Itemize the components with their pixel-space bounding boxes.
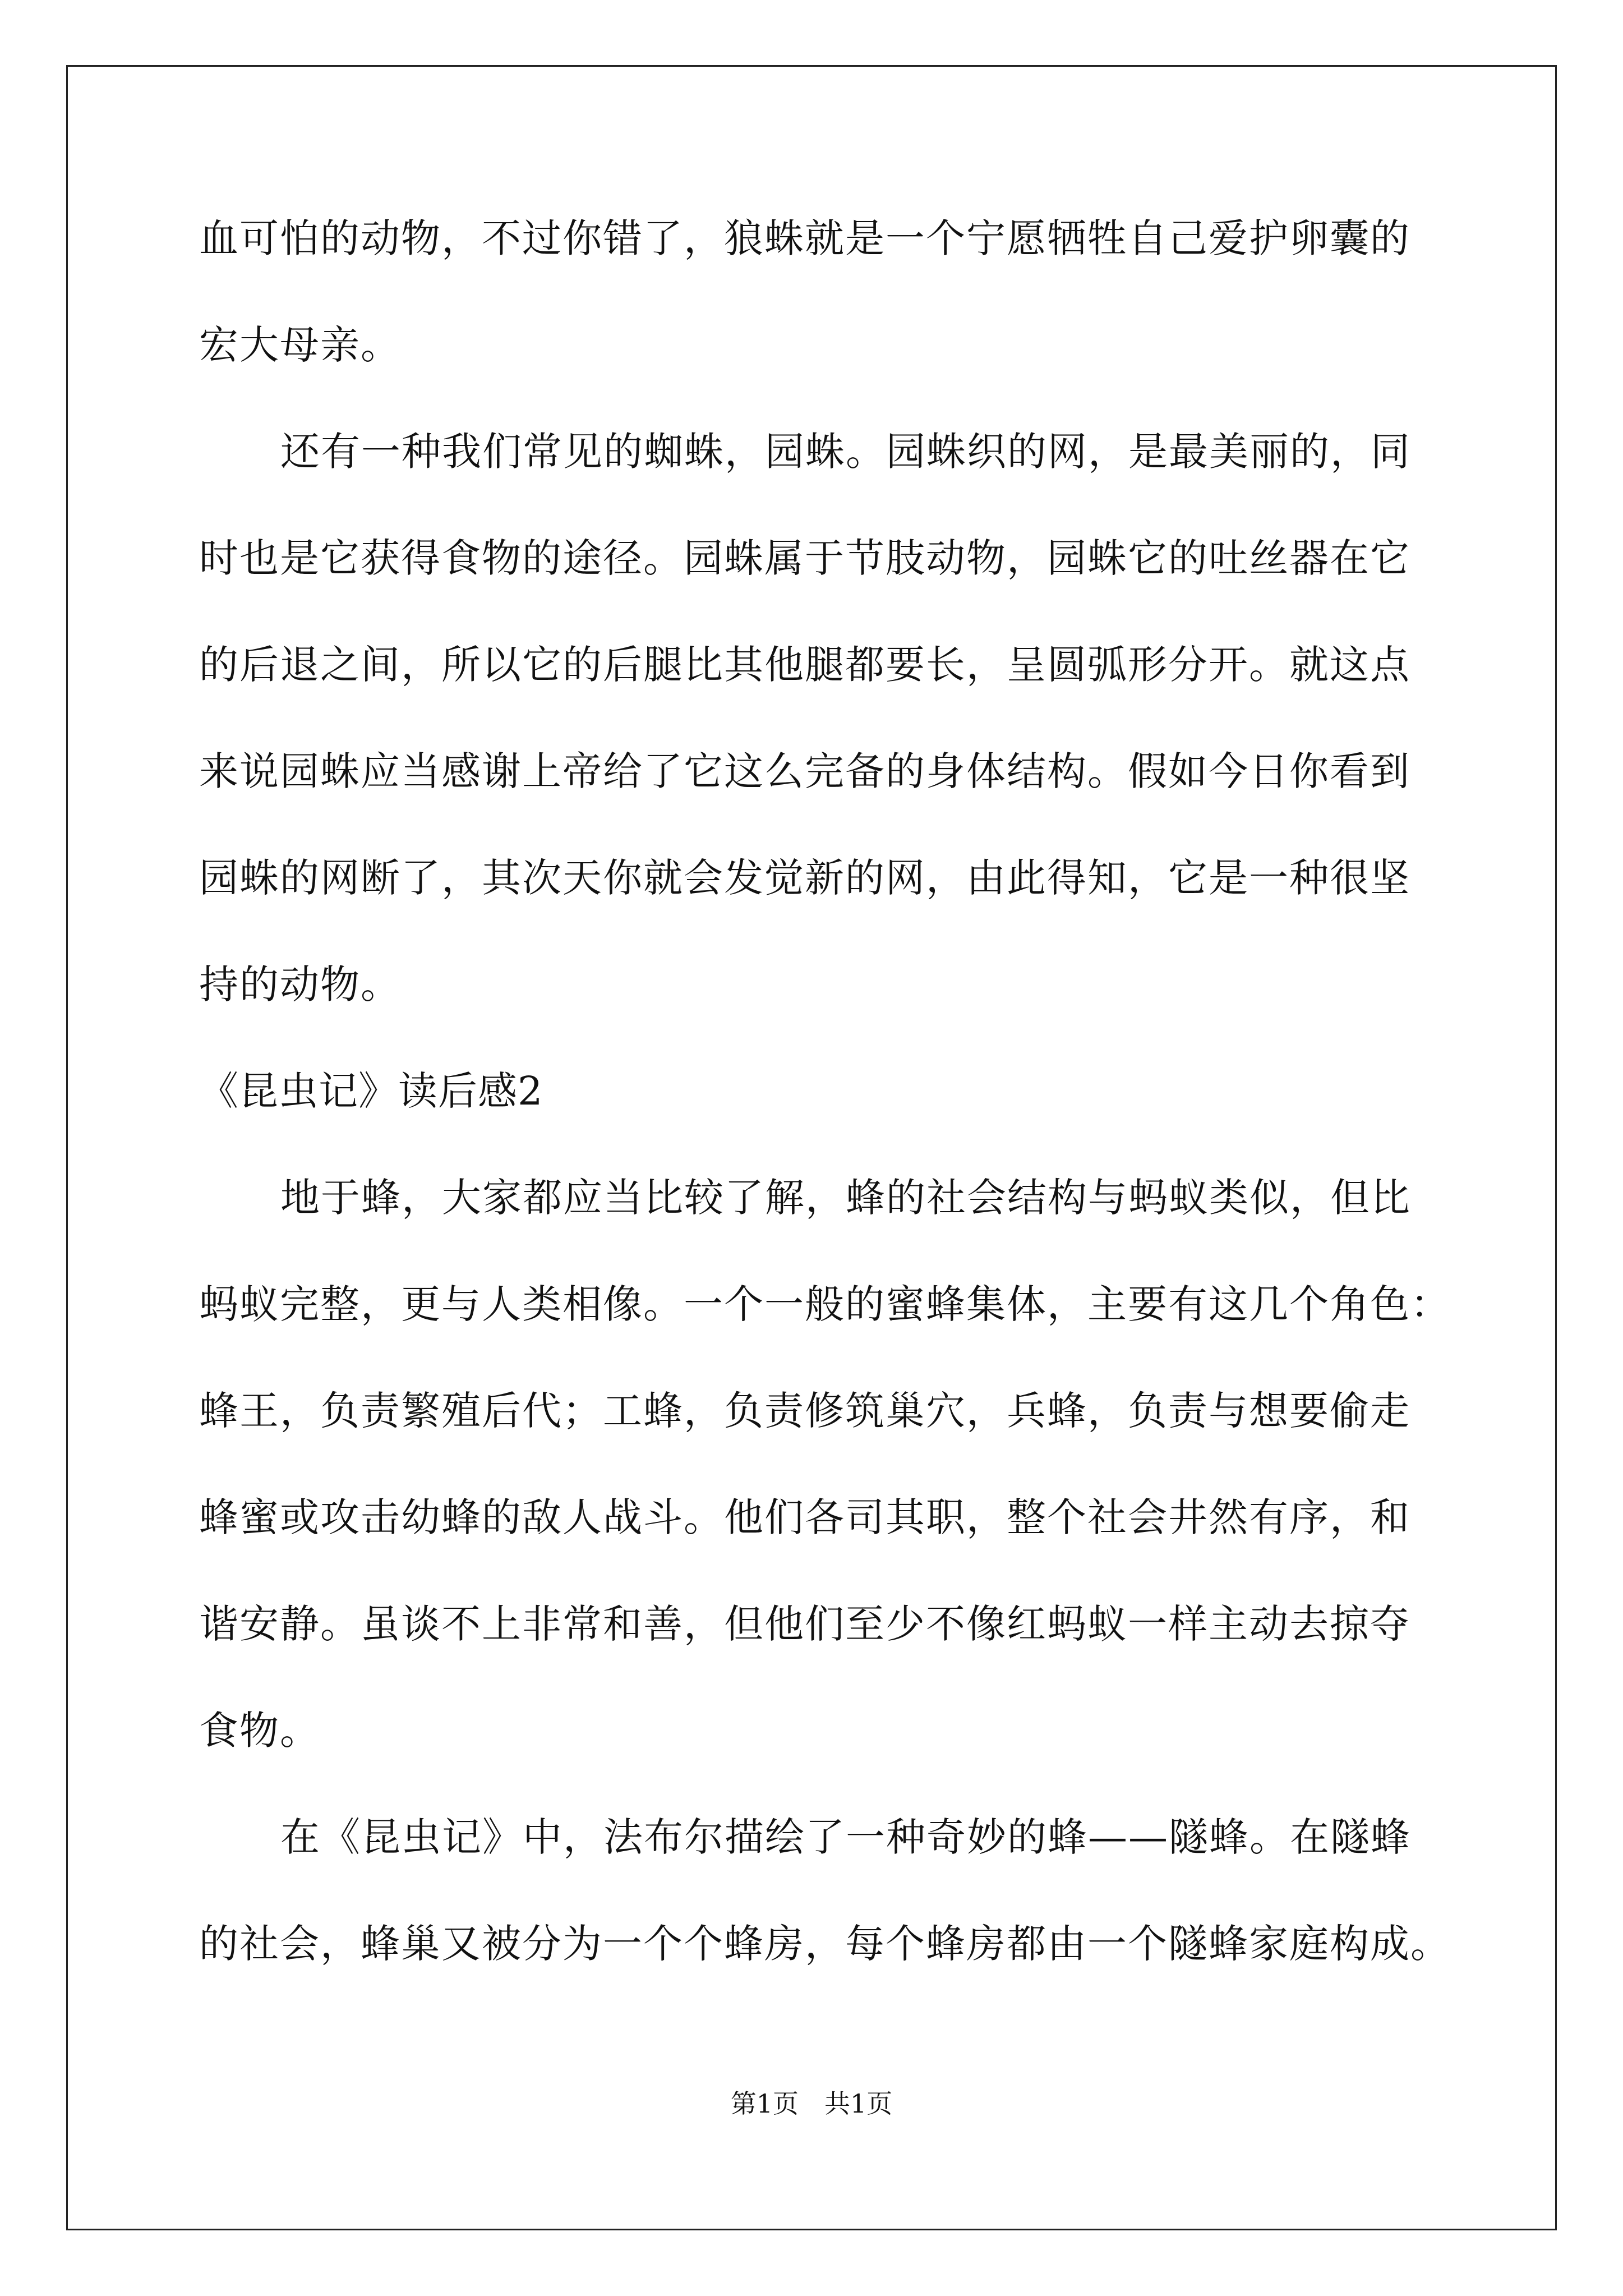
paragraph-start-line: 在《昆虫记》中，法布尔描绘了一种奇妙的蜂——隧蜂。在隧蜂 (280, 1814, 1411, 1860)
text-line: 的社会，蜂巢又被分为一个个蜂房，每个蜂房都由一个隧蜂家庭构成。 (199, 1921, 1451, 1967)
paragraph-start-line: 还有一种我们常见的蜘蛛，园蛛。园蛛织的网，是最美丽的，同 (280, 429, 1411, 475)
document-body (199, 210, 1451, 2022)
text-line: 的后退之间，所以它的后腿比其他腿都要长，呈圆弧形分开。就这点 (199, 642, 1410, 688)
text-line: 持的动物。 (199, 961, 401, 1007)
text-line: 蜂王，负责繁殖后代；工蜂，负责修筑巢穴，兵蜂，负责与想要偷走 (199, 1388, 1410, 1434)
page-total: 共1页 (824, 2088, 893, 2119)
paragraph-start-line: 地于蜂，大家都应当比较了解，蜂的社会结构与蚂蚁类似，但比 (280, 1175, 1411, 1221)
text-line: 蜂蜜或攻击幼蜂的敌人战斗。他们各司其职，整个社会井然有序，和 (199, 1494, 1410, 1540)
page-footer (0, 2087, 1623, 2120)
text-line: 血可怕的动物，不过你错了，狼蛛就是一个宁愿牺牲自己爱护卵囊的 (199, 215, 1410, 261)
section-heading: 《昆虫记》读后感2 (199, 1068, 543, 1114)
page-number: 第1页 (730, 2088, 799, 2119)
text-line: 时也是它获得食物的途径。园蛛属于节肢动物，园蛛它的吐丝器在它 (199, 535, 1410, 581)
text-line: 食物。 (199, 1708, 320, 1754)
text-line: 园蛛的网断了，其次天你就会发觉新的网，由此得知，它是一种很坚 (199, 855, 1410, 901)
text-line: 宏大母亲。 (199, 322, 401, 368)
text-line: 来说园蛛应当感谢上帝给了它这么完备的身体结构。假如今日你看到 (199, 748, 1410, 794)
text-line: 谐安静。虽谈不上非常和善，但他们至少不像红蚂蚁一样主动去掠夺 (199, 1601, 1410, 1647)
text-line: 蚂蚁完整，更与人类相像。一个一般的蜜蜂集体，主要有这几个角色： (199, 1281, 1451, 1327)
